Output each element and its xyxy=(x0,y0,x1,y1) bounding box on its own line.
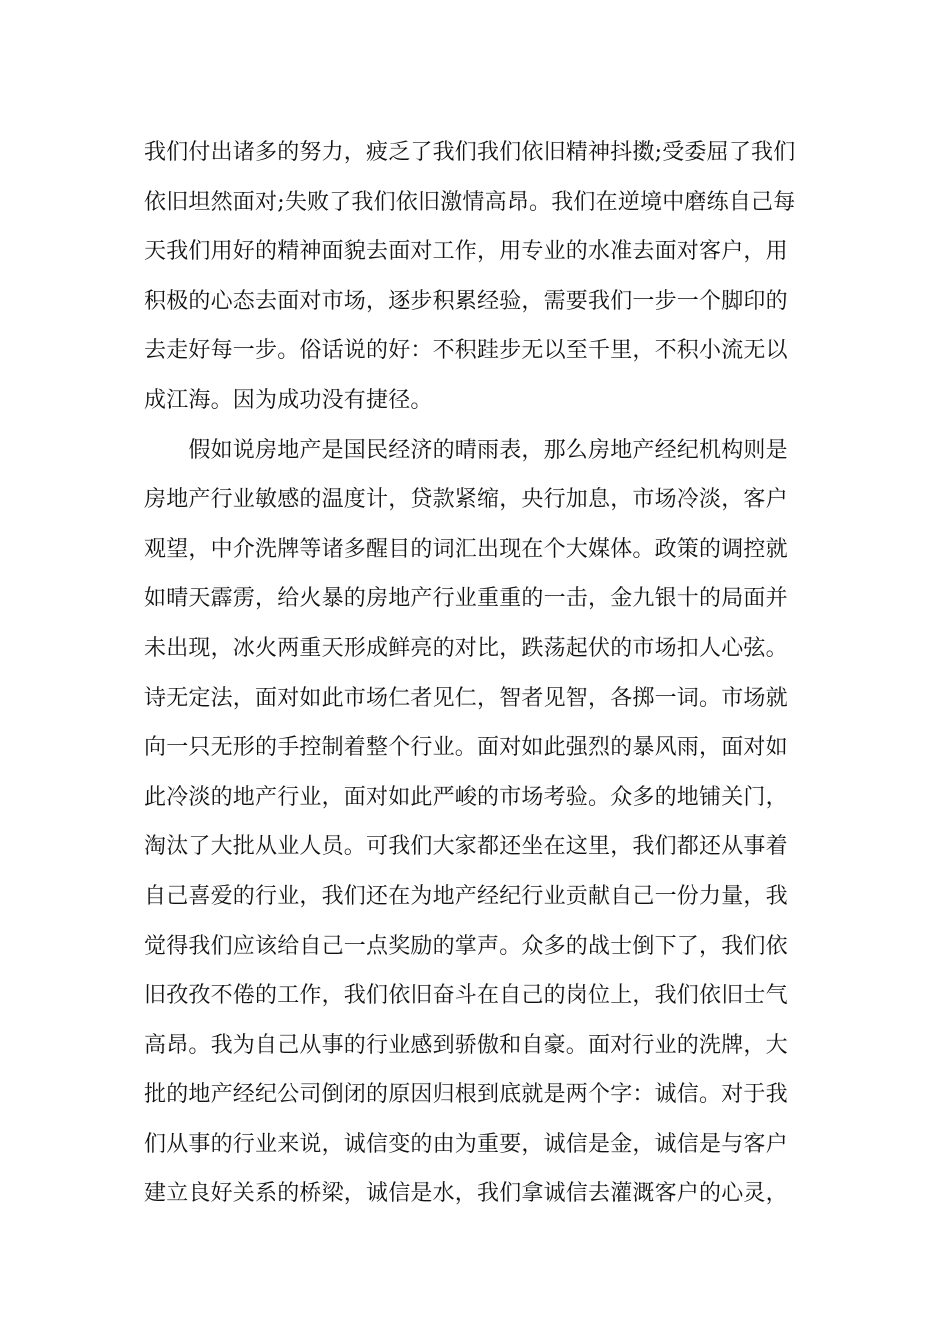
text-line: 观望，中介洗牌等诸多醒目的词汇出现在个大媒体。政策的调控就 xyxy=(144,536,788,562)
text-line: 淘汰了大批从业人员。可我们大家都还坐在这里，我们都还从事着 xyxy=(144,834,788,860)
text-line: 积极的心态去面对市场，逐步积累经验，需要我们一步一个脚印的 xyxy=(144,288,788,314)
text-line: 此冷淡的地产行业，面对如此严峻的市场考验。众多的地铺关门， xyxy=(144,784,788,810)
text-line: 未出现，冰火两重天形成鲜亮的对比，跌荡起伏的市场扣人心弦。 xyxy=(144,635,788,661)
text-line: 去走好每一步。俗话说的好：不积跬步无以至千里，不积小流无以 xyxy=(144,338,788,364)
text-line: 们从事的行业来说，诚信变的由为重要，诚信是金，诚信是与客户 xyxy=(144,1131,788,1157)
text-line: 房地产行业敏感的温度计，贷款紧缩，央行加息，市场冷淡，客户 xyxy=(144,487,788,513)
text-line: 成江海。因为成功没有捷径。 xyxy=(144,387,433,413)
text-line: 建立良好关系的桥梁，诚信是水，我们拿诚信去灌溉客户的心灵， xyxy=(144,1181,788,1207)
text-line: 批的地产经纪公司倒闭的原因归根到底就是两个字：诚信。对于我 xyxy=(144,1082,788,1108)
text-line: 觉得我们应该给自己一点奖励的掌声。众多的战士倒下了，我们依 xyxy=(144,933,788,959)
text-line: 诗无定法，面对如此市场仁者见仁，智者见智，各掷一词。市场就 xyxy=(144,685,788,711)
text-line: 假如说房地产是国民经济的晴雨表，那么房地产经纪机构则是 xyxy=(144,437,788,463)
body-text xyxy=(144,128,810,1219)
text-line: 旧孜孜不倦的工作，我们依旧奋斗在自己的岗位上，我们依旧士气 xyxy=(144,983,788,1009)
text-line: 我们付出诸多的努力，疲乏了我们我们依旧精神抖擞;受委屈了我们 xyxy=(144,140,796,165)
text-line: 如晴天霹雳，给火暴的房地产行业重重的一击，金九银十的局面并 xyxy=(144,586,788,612)
text-line: 向一只无形的手控制着整个行业。面对如此强烈的暴风雨，面对如 xyxy=(144,735,788,761)
text-line: 天我们用好的精神面貌去面对工作，用专业的水准去面对客户，用 xyxy=(144,239,788,265)
text-line: 高昂。我为自己从事的行业感到骄傲和自豪。面对行业的洗牌，大 xyxy=(144,1032,788,1058)
text-line: 自己喜爱的行业，我们还在为地产经纪行业贡献自己一份力量，我 xyxy=(144,883,788,909)
text-line: 依旧坦然面对;失败了我们依旧激情高昂。我们在逆境中磨练自己每 xyxy=(144,189,796,215)
